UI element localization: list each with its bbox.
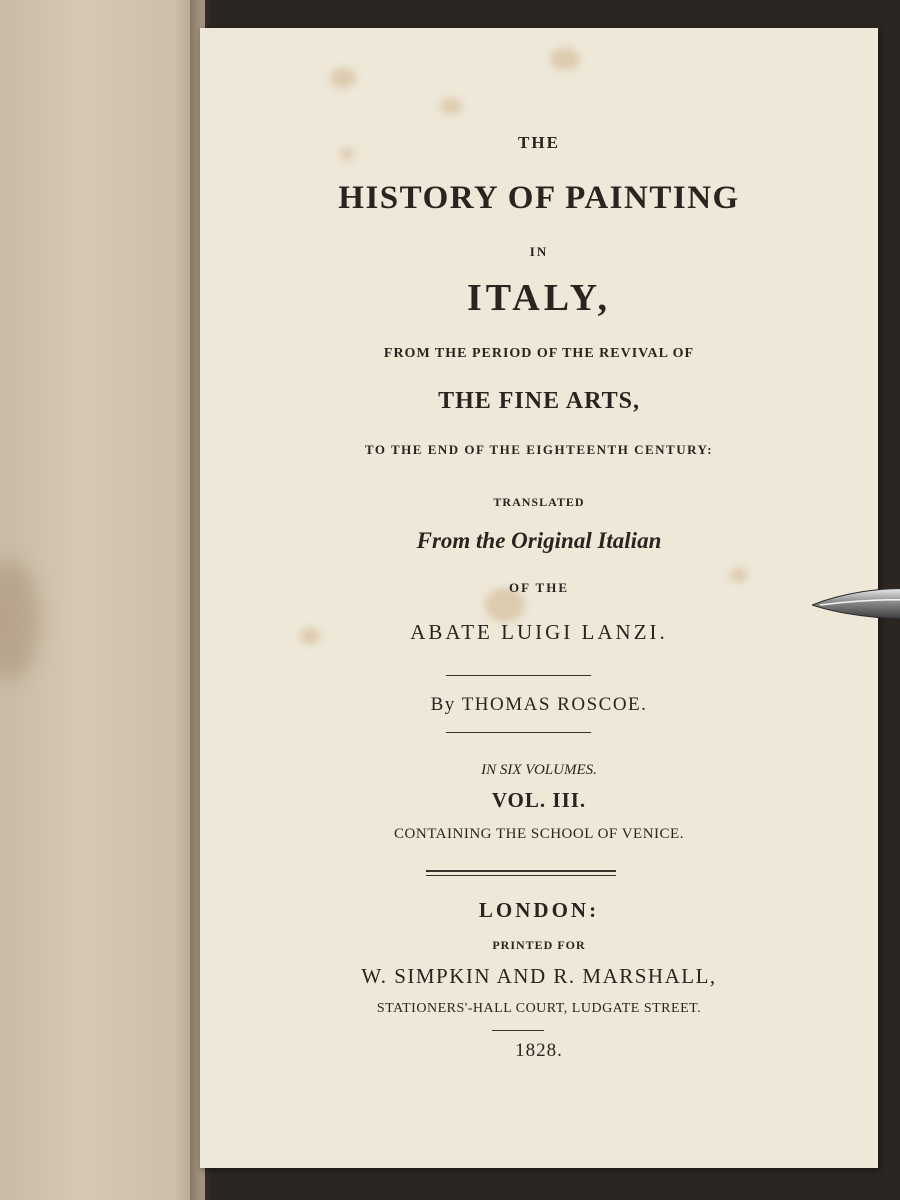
double-rule-top xyxy=(426,870,616,872)
title-in: IN xyxy=(529,244,549,259)
subtitle-from-period: FROM THE PERIOD OF THE REVIVAL OF xyxy=(383,346,695,361)
volume-contents: CONTAINING THE SCHOOL OF VENICE. xyxy=(394,826,684,842)
printed-for-label: PRINTED FOR xyxy=(492,938,586,952)
double-rule-bottom xyxy=(426,875,616,876)
divider-rule xyxy=(446,732,591,733)
from-original-italian: From the Original Italian xyxy=(416,528,662,553)
publication-year: 1828. xyxy=(515,1040,563,1061)
title-page xyxy=(200,28,878,1168)
foxing-spot xyxy=(440,98,462,114)
subtitle-to-end: TO THE END OF THE EIGHTEENTH CENTURY: xyxy=(364,442,714,457)
of-the-label: OF THE xyxy=(508,580,570,595)
main-title: HISTORY OF PAINTING xyxy=(338,180,740,216)
translator-name: THOMAS ROSCOE. xyxy=(461,694,648,715)
divider-rule xyxy=(446,675,591,676)
country-title: ITALY, xyxy=(466,277,612,319)
publishers: W. SIMPKIN AND R. MARSHALL, xyxy=(361,964,717,988)
by-prefix: By xyxy=(430,694,456,715)
author-name: ABATE LUIGI LANZI. xyxy=(410,620,668,644)
publisher-address: STATIONERS'-HALL COURT, LUDGATE STREET. xyxy=(376,1001,702,1016)
left-page-stain xyxy=(0,560,40,680)
foxing-spot xyxy=(330,68,356,88)
publication-city: LONDON: xyxy=(478,898,600,922)
pen-nib xyxy=(812,585,900,621)
left-flyleaf-page xyxy=(0,0,205,1200)
translated-label: TRANSLATED xyxy=(493,495,585,509)
subtitle-fine-arts: THE FINE ARTS, xyxy=(438,388,640,414)
year-rule xyxy=(492,1030,544,1031)
foxing-spot xyxy=(550,48,580,70)
translator-line xyxy=(200,694,878,716)
title-the: THE xyxy=(518,133,560,152)
volumes-count: IN SIX VOLUMES. xyxy=(481,762,597,778)
volume-number: VOL. III. xyxy=(491,788,587,812)
